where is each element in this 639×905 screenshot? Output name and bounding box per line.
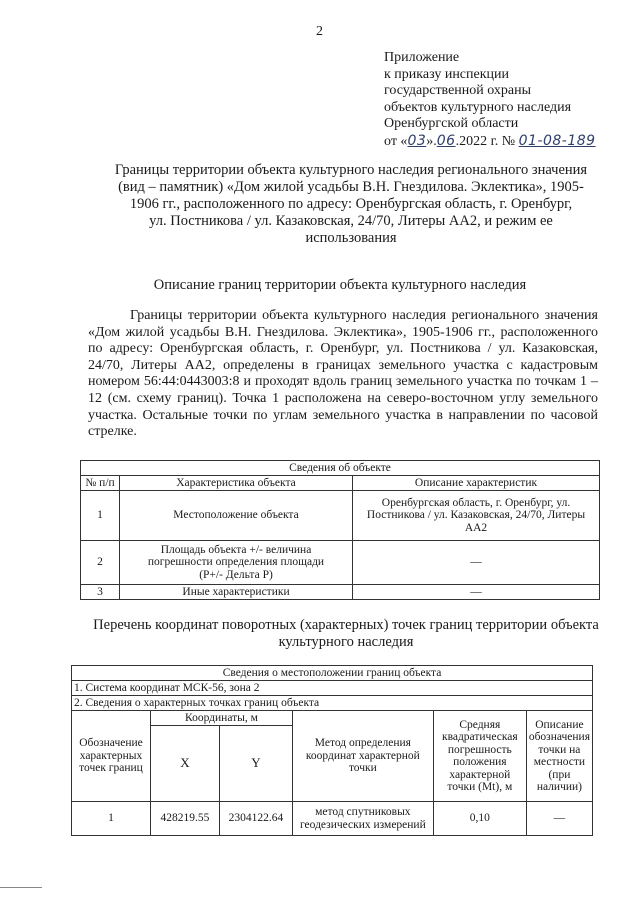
- appendix-line: к приказу инспекции: [384, 66, 510, 82]
- description-text: Границы территории объекта культурного наследия регионального значения «Дом жилой усадьбы В.Н. Гнездилова. Эклектика», 1905-1906 гг., расположенного по адресу: Оренбургская область, г. Оренбург, ул. Постникова / ул. Казаковская, 24/70, Литеры АА2, определены в границах земельного участка с кадастровым номером 56:44:0443003:8 и проходят вдоль границ земельного участка по точкам 1 – 12 (см. схему границ). Точка 1 расположена на северо-восточном углу земельного участка. Остальные точки по углам земельного участка в направлении по часовой стрелке.: [88, 308, 598, 440]
- header-coordinates: Координаты, м: [150, 711, 292, 726]
- header-description: Описание характеристик: [353, 476, 600, 491]
- point-description: —: [526, 802, 592, 836]
- header-method: Метод определения координат характерной точки: [292, 711, 433, 802]
- point-method: метод спутниковых геодезических измерений: [292, 802, 433, 836]
- point-x: 428219.55: [150, 802, 219, 836]
- header-characteristic: Характеристика объекта: [120, 476, 353, 491]
- document-title: [96, 162, 606, 247]
- point-accuracy: 0,10: [433, 802, 526, 836]
- appendix-line: объектов культурного наследия: [384, 99, 572, 115]
- row-characteristic: Иные характеристики: [120, 585, 353, 600]
- coordinates-table: [71, 665, 593, 836]
- title-line: Границы территории объекта культурного наследия регионального значения: [114, 162, 588, 178]
- header-num: № п/п: [81, 476, 120, 491]
- date-prefix: от «: [384, 133, 408, 149]
- title-line: ул. Постникова / ул. Казаковская, 24/70, Литеры АА2, и режим ее: [149, 213, 553, 229]
- date-mid: ».: [426, 133, 437, 149]
- coord-system-row: 1. Система координат МСК-56, зона 2: [72, 681, 593, 696]
- object-table-caption: Сведения об объекте: [81, 461, 600, 476]
- boundary-description: [88, 308, 598, 441]
- header-point-designation: Обозначение характерных точек границ: [72, 711, 151, 802]
- header-x: X: [150, 726, 219, 802]
- row-num: 1: [81, 491, 120, 541]
- coordinates-list-title: Перечень координат поворотных (характерных) точек границ территории объекта культурного наследия: [93, 617, 599, 650]
- handwritten-day: 03: [407, 132, 427, 149]
- row-description: —: [353, 541, 600, 585]
- points-info-row: 2. Сведения о характерных точках границ объекта: [72, 696, 593, 711]
- appendix-line: государственной охраны: [384, 83, 532, 98]
- row-description: —: [353, 585, 600, 600]
- page-number: 2: [316, 24, 323, 39]
- header-y: Y: [219, 726, 292, 802]
- date-year: .2022 г. №: [455, 133, 516, 149]
- row-num: 2: [81, 541, 120, 585]
- footnote-divider: [0, 887, 42, 888]
- row-characteristic: Площадь объекта +/- величина погрешности определения площади (Р+/- Дельта Р): [120, 541, 353, 585]
- handwritten-month: 06: [436, 132, 456, 149]
- object-info-table: [80, 460, 600, 600]
- coord-table-caption: Сведения о местоположении границ объекта: [72, 666, 593, 681]
- header-point-description: Описание обозначения точки на местности (при наличии): [526, 711, 592, 802]
- row-num: 3: [81, 585, 120, 600]
- appendix-line: Оренбургской области: [384, 116, 519, 131]
- title-line: (вид – памятник) «Дом жилой усадьбы В.Н. Гнездилова. Эклектика», 1905-: [118, 179, 584, 195]
- appendix-date-line: [384, 133, 634, 151]
- appendix-block: [384, 50, 634, 150]
- title-line: 1906 гг., расположенного по адресу: Оренбургская область, г. Оренбург,: [129, 196, 573, 212]
- point-id: 1: [72, 802, 151, 836]
- header-accuracy: Средняя квадратическая погрешность положения характерной точки (Mt), м: [433, 711, 526, 802]
- section-subtitle: Описание границ территории объекта культурного наследия: [153, 277, 527, 293]
- point-y: 2304122.64: [219, 802, 292, 836]
- row-description: Оренбургская область, г. Оренбург, ул. Постникова / ул. Казаковская, 24/70, Литеры АА2: [353, 491, 600, 541]
- title-line: использования: [305, 230, 397, 246]
- row-characteristic: Местоположение объекта: [120, 491, 353, 541]
- handwritten-order-number: 01-08-189: [518, 132, 596, 149]
- appendix-line: Приложение: [384, 50, 460, 65]
